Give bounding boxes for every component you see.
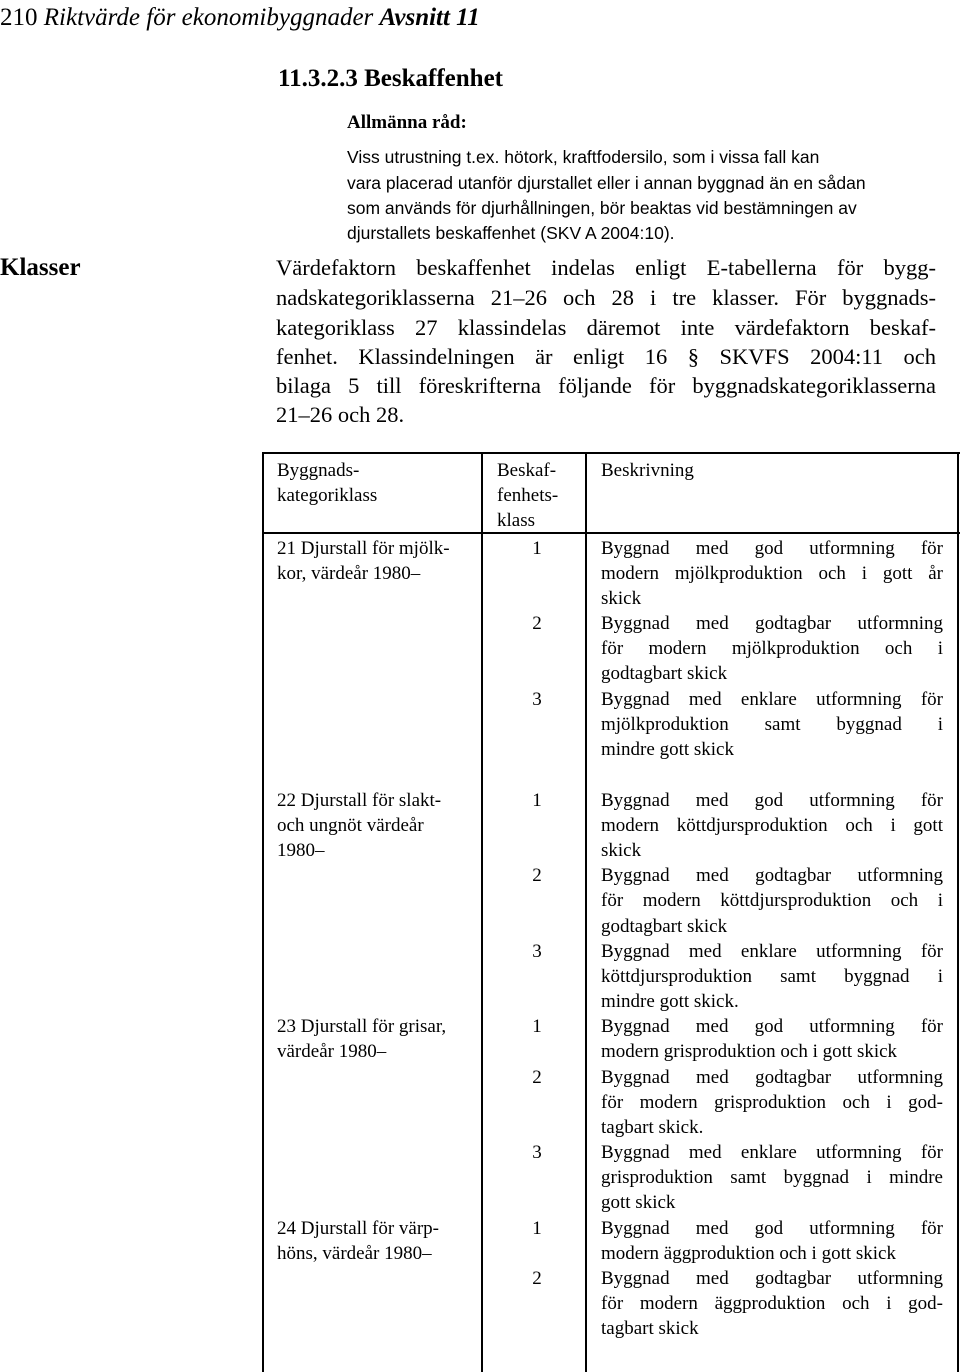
description-cell: godtagbart skick bbox=[601, 916, 728, 937]
table-right-rule bbox=[957, 452, 959, 1372]
description-cell: för modern köttdjursproduktion och i bbox=[601, 890, 943, 911]
category-cell: 21 Djurstall för mjölk- bbox=[277, 538, 450, 559]
description-cell: Byggnad med enklare utformning för bbox=[601, 1142, 943, 1163]
class-cell: 3 bbox=[532, 689, 542, 710]
general-advice-line: som används för djurhållningen, bör beaktas vid bestämningen av bbox=[347, 198, 857, 218]
table-left-rule bbox=[262, 452, 264, 1372]
description-cell: Byggnad med god utformning för bbox=[601, 538, 943, 559]
category-cell: 23 Djurstall för grisar, bbox=[277, 1016, 447, 1037]
description-cell: Byggnad med godtagbar utformning bbox=[601, 1268, 943, 1289]
table-col-rule bbox=[481, 452, 483, 1372]
category-cell: höns, värdeår 1980– bbox=[277, 1243, 432, 1264]
header-category: Byggnads- bbox=[277, 460, 360, 481]
class-cell: 3 bbox=[532, 1142, 542, 1163]
side-heading: Klasser bbox=[0, 254, 81, 281]
header-class: klass bbox=[497, 510, 535, 531]
category-cell: 22 Djurstall för slakt- bbox=[277, 790, 442, 811]
body-line: bilaga 5 till föreskrifterna följande för byggnadskategoriklasserna bbox=[276, 373, 936, 398]
section-title: 11.3.2.3 Beskaffenhet bbox=[278, 65, 503, 92]
description-cell: Byggnad med god utformning för bbox=[601, 790, 943, 811]
body-line: Värdefaktorn beskaffenhet indelas enligt E-tabellerna för bygg- bbox=[276, 255, 936, 280]
description-cell: modern mjölkproduktion och i gott år bbox=[601, 563, 943, 584]
class-cell: 2 bbox=[532, 1067, 542, 1088]
description-cell: godtagbart skick bbox=[601, 663, 728, 684]
category-cell: värdeår 1980– bbox=[277, 1041, 387, 1062]
body-line: fenhet. Klassindelningen är enligt 16 § SKVFS 2004:11 och bbox=[276, 344, 936, 369]
general-advice-line: djurstallets beskaffenhet (SKV A 2004:10). bbox=[347, 223, 675, 243]
description-cell: Byggnad med godtagbar utformning bbox=[601, 613, 943, 634]
description-cell: för modern äggproduktion och i god- bbox=[601, 1293, 943, 1314]
description-cell: gott skick bbox=[601, 1192, 676, 1213]
description-cell: skick bbox=[601, 840, 642, 861]
description-cell: Byggnad med god utformning för bbox=[601, 1016, 943, 1037]
description-cell: för modern grisproduktion och i god- bbox=[601, 1092, 943, 1113]
general-advice-title: Allmänna råd: bbox=[347, 112, 467, 133]
running-title: Riktvärde för ekonomibyggnader bbox=[43, 4, 374, 31]
category-cell: 24 Djurstall för värp- bbox=[277, 1218, 439, 1239]
section-label: Avsnitt 11 bbox=[379, 4, 480, 31]
table-header-rule bbox=[262, 532, 960, 534]
category-cell: 1980– bbox=[277, 840, 325, 861]
class-cell: 2 bbox=[532, 613, 542, 634]
page-number: 210 bbox=[0, 4, 38, 31]
description-cell: Byggnad med godtagbar utformning bbox=[601, 865, 943, 886]
body-line: nadskategoriklasserna 21–26 och 28 i tre klasser. För byggnads- bbox=[276, 285, 936, 310]
general-advice-line: Viss utrustning t.ex. hötork, kraftfodersilo, som i vissa fall kan bbox=[347, 147, 820, 167]
body-line: kategoriklass 27 klassindelas däremot inte värdefaktorn beskaf- bbox=[276, 315, 936, 340]
header-class: fenhets- bbox=[497, 485, 559, 506]
running-header bbox=[0, 0, 480, 36]
header-description: Beskrivning bbox=[601, 460, 694, 481]
class-cell: 1 bbox=[532, 1016, 542, 1037]
description-cell: grisproduktion samt byggnad i mindre bbox=[601, 1167, 943, 1188]
description-cell: Byggnad med godtagbar utformning bbox=[601, 1067, 943, 1088]
category-cell: och ungnöt värdeår bbox=[277, 815, 424, 836]
description-cell: modern köttdjursproduktion och i gott bbox=[601, 815, 943, 836]
general-advice-line: vara placerad utanför djurstallet eller i annan byggnad än en sådan bbox=[347, 173, 866, 193]
description-cell: för modern mjölkproduktion och i bbox=[601, 638, 943, 659]
description-cell: modern grisproduktion och i gott skick bbox=[601, 1041, 898, 1062]
table-top-rule bbox=[262, 452, 960, 454]
body-line: 21–26 och 28. bbox=[276, 402, 405, 427]
class-cell: 2 bbox=[532, 1268, 542, 1289]
class-cell: 1 bbox=[532, 790, 542, 811]
description-cell: modern äggproduktion och i gott skick bbox=[601, 1243, 896, 1264]
description-cell: mjölkproduktion samt byggnad i bbox=[601, 714, 943, 735]
class-cell: 1 bbox=[532, 1218, 542, 1239]
description-cell: mindre gott skick bbox=[601, 739, 734, 760]
description-cell: Byggnad med enklare utformning för bbox=[601, 941, 943, 962]
class-cell: 3 bbox=[532, 941, 542, 962]
description-cell: Byggnad med god utformning för bbox=[601, 1218, 943, 1239]
class-cell: 2 bbox=[532, 865, 542, 886]
class-cell: 1 bbox=[532, 538, 542, 559]
description-cell: Byggnad med enklare utformning för bbox=[601, 689, 943, 710]
header-class: Beskaf- bbox=[497, 460, 557, 481]
description-cell: mindre gott skick. bbox=[601, 991, 739, 1012]
category-cell: kor, värdeår 1980– bbox=[277, 563, 421, 584]
header-category: kategoriklass bbox=[277, 485, 378, 506]
table-col-rule bbox=[585, 452, 587, 1372]
description-cell: skick bbox=[601, 588, 642, 609]
description-cell: tagbart skick. bbox=[601, 1117, 704, 1138]
description-cell: tagbart skick bbox=[601, 1318, 699, 1339]
description-cell: köttdjursproduktion samt byggnad i bbox=[601, 966, 943, 987]
